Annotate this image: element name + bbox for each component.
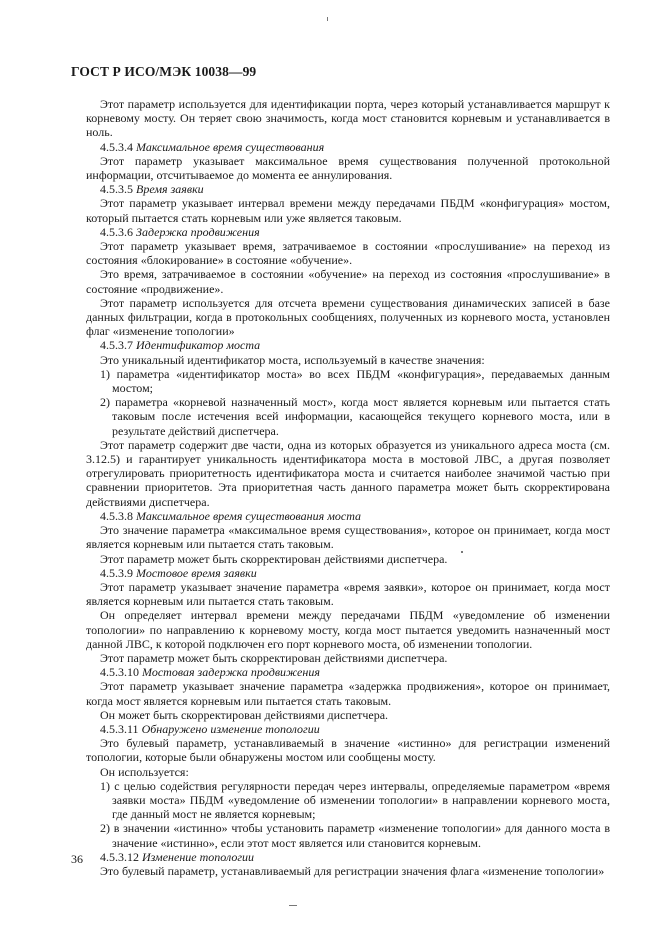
paragraph: Этот параметр может быть скорректирован действиями диспетчера.	[100, 650, 448, 665]
document-header: ГОСТ Р ИСО/МЭК 10038—99	[71, 64, 257, 79]
paragraph: Этот параметр используется для отсчета времени существования динамических записей в базе данных фильтрации, когда в протокольных сообщениях, полученных из корневого моста, установлен флаг «изменение топологии»	[86, 295, 610, 339]
paragraph: Этот параметр используется для идентификации порта, через который устанавливается маршрут к корневому мосту. Он теряет свою значимость, когда мост становится корневым и устанавливается в ноль.	[86, 97, 610, 140]
section-heading	[86, 182, 610, 196]
section-title: Идентификатор моста	[136, 338, 261, 353]
paragraph: Это время, затрачиваемое в состоянии «обучение» на переход из состояния «прослушивание» в состояние «продвижение».	[86, 267, 610, 296]
paragraph: Это уникальный идентификатор моста, используемый в качестве значения:	[100, 352, 485, 367]
list-item: 1) с целью содействия регулярности передач через интервалы, определяемые параметром «время заявки моста» ПБДМ «уведомление об изменении топологии» в направлении корневого моста, где данный мост не является корневым;	[100, 778, 610, 822]
list-item: 2) в значении «истинно» чтобы установить параметр «изменение топологии» для данного моста в значение «истинно», если этот мост является или становится корневым.	[100, 821, 610, 850]
section-heading	[86, 566, 610, 580]
paragraph: Этот параметр может быть скорректирован действиями диспетчера.	[100, 551, 448, 566]
section-number: 4.5.3.8	[100, 508, 133, 523]
section-number: 4.5.3.5	[100, 182, 133, 197]
section-number: 4.5.3.10	[100, 665, 139, 680]
section-number: 4.5.3.9	[100, 565, 133, 580]
paragraph: Это значение параметра «максимальное время существования», которое он принимает, когда мост является корневым или пытается стать таковым.	[86, 523, 610, 552]
paragraph: Он может быть скорректирован действиями диспетчера.	[100, 707, 389, 722]
paragraph: Он используется:	[100, 764, 189, 779]
paragraph: Этот параметр содержит две части, одна из которых образуется из уникального адреса моста (см. 3.12.5) и гарантирует уникальность идентификатора моста в мостовой ЛВС, а другая позволяет отрегулировать приоритетность идентификатора моста и считается наиболее значимой частью при сравнении приоритетов. Эта приоритетная часть данного параметра может быть скорректирована действиями диспетчера.	[86, 437, 610, 509]
paragraph: Это булевый параметр, устанавливаемый для регистрации значения флага «изменение топологии»	[100, 863, 605, 878]
section-heading	[86, 140, 610, 154]
page-number: 36	[71, 852, 83, 866]
section-heading	[86, 665, 610, 679]
scan-speck	[289, 905, 297, 906]
paragraph: Этот параметр указывает значение параметра «время заявки», которое он принимает, когда мост является корневым или пытается стать таковым.	[86, 579, 610, 609]
section-title: Обнаружено изменение топологии	[141, 721, 320, 736]
section-title: Мостовая задержка продвижения	[142, 665, 320, 680]
list-item: 2) параметра «корневой назначенный мост», когда мост является корневым или пытается стать таковым после истечения всей информации, касающейся текущего корневого моста, или в результате действий диспетчера.	[100, 395, 610, 438]
section-number: 4.5.3.4	[100, 139, 133, 154]
section-heading	[86, 850, 610, 864]
document-body	[86, 97, 610, 878]
paragraph: Этот параметр указывает максимальное время существования полученной протокольной информации, отсчитываемое до момента ее аннулирования.	[86, 153, 610, 183]
section-title: Максимальное время существования моста	[136, 508, 362, 523]
section-number: 4.5.3.7	[100, 338, 133, 353]
section-heading	[86, 338, 610, 352]
list-item: 1) параметра «идентификатор моста» во всех ПБДМ «конфигурация», передаваемых данным мостом;	[100, 366, 610, 396]
section-title: Максимальное время существования	[136, 139, 325, 154]
scan-speck	[327, 17, 328, 21]
paragraph: Этот параметр указывает интервал времени между передачами ПБДМ «конфигурация» мостом, который пытается стать корневым или уже является таковым.	[86, 196, 610, 225]
section-title: Время заявки	[136, 182, 204, 197]
paragraph: Этот параметр указывает время, затрачиваемое в состоянии «прослушивание» на переход из состояния «блокирование» в состояние «обучение».	[86, 239, 610, 268]
section-number: 4.5.3.12	[100, 849, 139, 864]
paragraph: Этот параметр указывает значение параметра «задержка продвижения», которое он принимает, когда мост является корневым или пытается стать таковым.	[86, 679, 610, 708]
section-title: Задержка продвижения	[136, 224, 260, 239]
paragraph: Это булевый параметр, устанавливаемый в значение «истинно» для регистрации изменений топологии, которые были обнаружены мостом или сообщены мосту.	[86, 736, 610, 765]
paragraph: Он определяет интервал времени между передачами ПБДМ «уведомление об изменении топологии» по направлению к корневому мосту, когда мост пытается уведомить назначенный мост данной ЛВС, к которой подключен его порт корневого моста, об изменении топологии.	[86, 608, 610, 651]
section-number: 4.5.3.6	[100, 224, 133, 239]
section-title: Изменение топологии	[142, 849, 255, 864]
section-heading	[86, 509, 610, 523]
section-heading	[86, 722, 610, 736]
section-heading	[86, 225, 610, 239]
section-number: 4.5.3.11	[100, 721, 139, 736]
section-title: Мостовое время заявки	[136, 565, 257, 580]
